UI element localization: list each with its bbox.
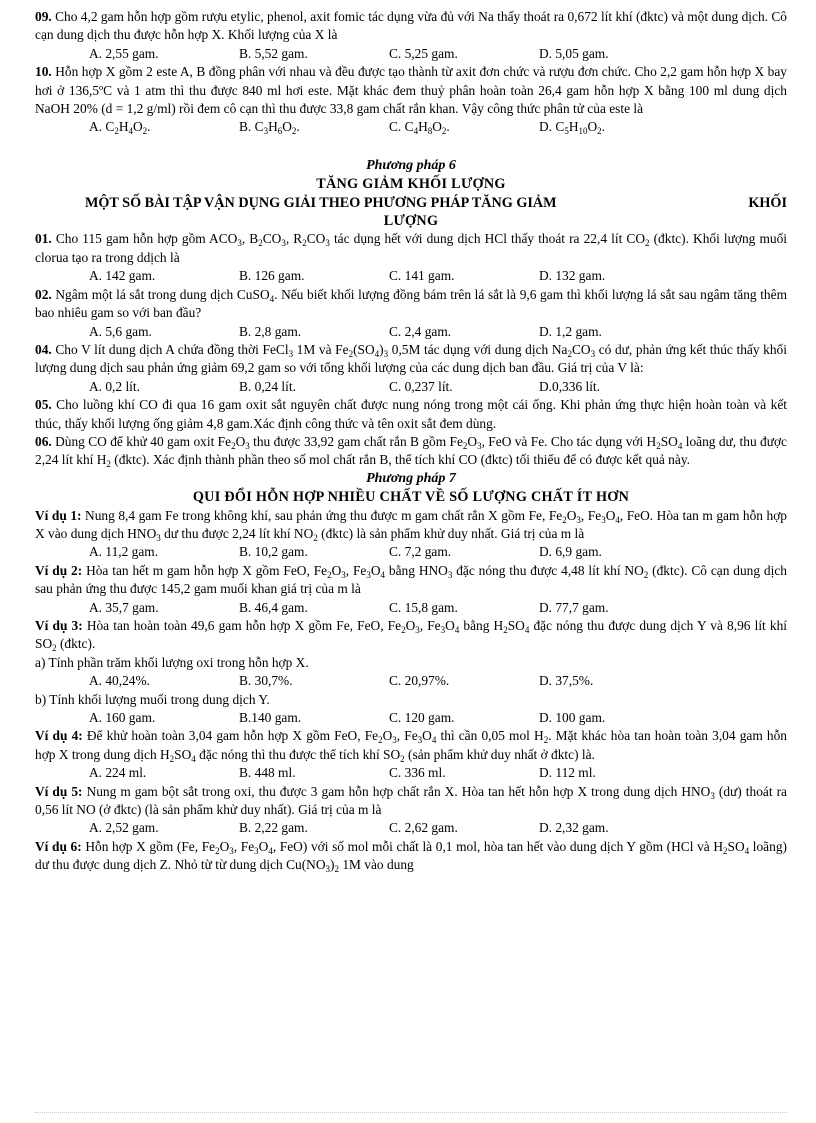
option-a: A. $C_2H_4O_2$. [89, 119, 151, 137]
option-b: B. $C_3H_6O_2$. [239, 119, 300, 137]
options-row [35, 267, 787, 285]
problem-09-options [35, 45, 787, 63]
option-b: B. 5,52 gam. [239, 45, 308, 61]
example-subquestion: b) Tính khối lượng muối trong dung dịch Y. [35, 691, 270, 707]
section6-title: TĂNG GIẢM KHỐI LƯỢNG [316, 176, 506, 193]
page-footer-divider [35, 1112, 787, 1113]
option-a: A. 35,7 gam. [89, 599, 159, 615]
document-page [35, 8, 787, 875]
option-d: D. 2,32 gam. [539, 820, 609, 836]
problem-text: Ngâm một lá sắt trong dung dịch CuSO$_4$. Nếu biết khối lượng đồng bám trên lá sắt là 9,6 gam thì khối lượng lá sắt sau ngâm tăng thêm bao nhiêu gam so với ban đầu? [35, 286, 787, 321]
problem-number: 10. [35, 64, 52, 80]
option-c: C. 0,237 lít. [389, 378, 453, 394]
option-c: C. 5,25 gam. [389, 45, 458, 61]
problem-text: Cho V lít dung dịch A chứa đồng thời FeCl$_3$ 1M và $Fe_2(SO_4)_3$ 0,5M tác dụng với dung dịch $Na_2CO_3$ có dư, phản ứng kết thúc thấy khối lượng dung dịch sau phản ứng giảm 69,2 gam so với tổng khối lượng của các dung dịch ban đầu. Giá trị của V là: [35, 341, 787, 376]
example-text: Hòa tan hết m gam hỗn hợp X gồm FeO, $Fe_2O_3$, $Fe_3O_4$ bằng $HNO_3$ đặc nóng thu được 4,48 lít khí $NO_2$ (đktc). Cô cạn dung dịch sau phản ứng thu được 145,2 gam muối khan giá trị của m là [35, 562, 787, 597]
option-d: D.0,336 lít. [539, 378, 601, 394]
option-c: C. 2,62 gam. [389, 820, 458, 836]
section6-subtitle [35, 194, 787, 212]
option-b: B. 30,7%. [239, 673, 293, 689]
problem-05 [35, 396, 787, 433]
example-subquestion: a) Tính phần trăm khối lượng oxi trong hỗn hợp X. [35, 654, 309, 670]
section6-problems [35, 230, 787, 469]
option-a: A. 160 gam. [89, 710, 156, 726]
option-a: A. 5,6 gam. [89, 323, 152, 339]
problem-number: 02. [35, 286, 52, 302]
option-d: D. 100 gam. [539, 710, 606, 726]
section7-examples [35, 507, 787, 875]
section6-method: Phương pháp 6 [366, 157, 456, 173]
problem-number: 04. [35, 341, 52, 357]
example-5 [35, 783, 787, 820]
option-d: D. 112 ml. [539, 765, 596, 781]
option-b: B. 126 gam. [239, 268, 305, 284]
option-d: D. 1,2 gam. [539, 323, 602, 339]
options-row [35, 599, 787, 617]
option-a: A. 0,2 lít. [89, 378, 140, 394]
option-d: D. 132 gam. [539, 268, 606, 284]
example-text: Nung m gam bột sắt trong oxi, thu được 3 gam hỗn hợp chất rắn X. Hòa tan hết hỗn hợp X trong dung dịch $HNO_3$ (dư) thoát ra 0,56 lít NO (ở đktc) (là sản phẩm khử duy nhất). Giá trị của m là [35, 783, 787, 818]
option-b: B. 2,8 gam. [239, 323, 302, 339]
option-c: C. 15,8 gam. [389, 599, 458, 615]
option-d: D. 77,7 gam. [539, 599, 609, 615]
example-label: Ví dụ 1: [35, 507, 82, 523]
problem-text: Cho luồng khí CO đi qua 16 gam oxit sắt nguyên chất được nung nóng trong một cái ống. Khi phản ứng thực hiện hoàn toàn và kết thúc, thấy khối lượng ống giảm 4,8 gam.Xác định công thức và tên oxit sắt đem dùng. [35, 397, 787, 431]
problem-10: 10. Hỗn hợp X gồm 2 este A, B đồng phân với nhau và đều được tạo thành từ axit đơn chức và rượu đơn chức. Cho 2,2 gam hỗn hợp X bay hơi ở 136,5ºC và 1 atm thì thu được 840 ml hơi este. Mặt khác đem thuỷ phân hoàn toàn 26,4 gam hỗn hợp X bằng 100 ml dung dịch NaOH 20% (d = 1,2 g/ml) rồi đem cô cạn thì thu được 33,8 gam chất rắn khan. Vậy công thức phân tử của este là [35, 64, 787, 117]
example-text: Hòa tan hoàn toàn 49,6 gam hỗn hợp X gồm Fe, FeO, $Fe_2O_3$, $Fe_3O_4$ bằng $H_2SO_4$ đặc nóng thu được dung dịch Y và 8,96 lít khí $SO_2$ (đktc). [35, 618, 787, 654]
option-d: D. 37,5%. [539, 673, 594, 689]
option-c: C. 7,2 gam. [389, 544, 452, 560]
section6-subtitle-end: LƯỢNG [383, 213, 439, 230]
section6-subtitle-right: KHỐI [748, 194, 787, 211]
option-b: B. 46,4 gam. [239, 599, 308, 615]
options-row [35, 709, 787, 727]
section7-title: QUI ĐỔI HỖN HỢP NHIỀU CHẤT VỀ SỐ LƯỢNG CHẤT ÍT HƠN [192, 489, 630, 506]
options-row [35, 378, 787, 396]
example-label: Ví dụ 2: [35, 562, 83, 578]
option-d: D. 5,05 gam. [539, 45, 609, 61]
example-label: Ví dụ 6: [35, 838, 82, 854]
option-c: C. 20,97%. [389, 673, 450, 689]
option-a: A. 142 gam. [89, 268, 156, 284]
option-d: D. $C_5H_{10}O_2$. [539, 119, 606, 137]
option-b: B. 0,24 lít. [239, 378, 296, 394]
options-row [35, 672, 787, 690]
option-c: C. 120 gam. [389, 710, 455, 726]
example-label: Ví dụ 5: [35, 783, 83, 799]
problem-09: 09. Cho 4,2 gam hỗn hợp gồm rượu etylic, phenol, axit fomic tác dụng vừa đủ với Na thấy thoát ra 0,672 lít khí (đktc) và một dung dịch. Cô cạn dung dịch thu được hỗn hợp X. Khối lượng của X là [35, 9, 787, 43]
example-text: Hỗn hợp X gồm (Fe, $Fe_2O_3$, $Fe_3O_4$, FeO) với số mol mỗi chất là 0,1 mol, hòa tan hết vào dung dịch Y gồm (HCl và $H_2SO_4$ loãng) dư thu được dung dịch Z. Nhỏ từ từ dung dịch $Cu(NO_3)_2$ 1M vào dung [35, 838, 787, 875]
option-d: D. 6,9 gam. [539, 544, 602, 560]
options-row [35, 543, 787, 561]
example-3 [35, 617, 787, 654]
example-1 [35, 507, 787, 544]
problem-02 [35, 286, 787, 323]
option-c: C. $C_4H_8O_2$. [389, 119, 450, 137]
option-c: C. 141 gam. [389, 268, 455, 284]
problem-number: 06. [35, 433, 52, 449]
option-a: A. 40,24%. [89, 673, 150, 689]
option-a: A. 2,52 gam. [89, 820, 159, 836]
section7-method: Phương pháp 7 [366, 470, 456, 486]
example-text: Để khử hoàn toàn 3,04 gam hỗn hợp X gồm FeO, $Fe_2O_3$, $Fe_3O_4$ thì cần 0,05 mol $H_2$. Mặt khác hòa tan hoàn toàn 3,04 gam hỗn hợp X trong dung dịch $H_2SO_4$ đặc nóng thì thu được thể tích khí $SO_2$ (sản phẩm khử duy nhất ở đktc) là. [35, 728, 787, 764]
example-4 [35, 727, 787, 764]
options-row [35, 819, 787, 837]
example-text: Nung 8,4 gam Fe trong không khí, sau phản ứng thu được m gam chất rắn X gồm Fe, $Fe_2O_3$, $Fe_3O_4$, FeO. Hòa tan m gam hỗn hợp X vào dung dịch $HNO_3$ dư thu được 2,24 lít khí $NO_2$ (đktc) là sản phẩm khử duy nhất. Giá trị của m là [35, 507, 787, 543]
options-row [35, 323, 787, 341]
option-b: B. 448 ml. [239, 765, 296, 781]
example-label: Ví dụ 4: [35, 728, 83, 744]
problem-number: 01. [35, 231, 52, 247]
option-b: B. 10,2 gam. [239, 544, 308, 560]
problem-number: 09. [35, 9, 52, 24]
option-b: B.140 gam. [239, 710, 302, 726]
option-a: A. 2,55 gam. [89, 45, 159, 61]
example-6 [35, 838, 787, 875]
example-label: Ví dụ 3: [35, 618, 83, 633]
example-2 [35, 562, 787, 599]
option-a: A. 11,2 gam. [89, 544, 159, 560]
section6-subtitle-left: MỘT SỐ BÀI TẬP VẬN DỤNG GIẢI THEO PHƯƠNG PHÁP TĂNG GIẢM [85, 194, 557, 211]
problem-01 [35, 230, 787, 267]
problem-text: Dùng CO để khử 40 gam oxit $Fe_2O_3$ thu được 33,92 gam chất rắn B gồm $Fe_2O_3$, FeO và Fe. Cho tác dụng với $H_2SO_4$ loãng dư, thu được 2,24 lít khí $H_2$ (đktc). Xác định thành phần theo số mol chất rắn B, thể tích khí CO (đktc) tối thiểu để có được kết quả này. [35, 433, 787, 470]
problem-04 [35, 341, 787, 378]
problem-text: Cho 115 gam hỗn hợp gồm $ACO_3$, $B_2CO_3$, $R_2CO_3$ tác dụng hết với dung dịch HCl thấy thoát ra 22,4 lít $CO_2$ (đktc). Khối lượng muối clorua tạo ra trong ddịch là [35, 231, 787, 265]
problem-number: 05. [35, 397, 52, 413]
problem-10-options [35, 118, 787, 136]
option-c: C. 336 ml. [389, 765, 446, 781]
problem-06 [35, 433, 787, 470]
options-row [35, 764, 787, 782]
option-a: A. 224 ml. [89, 765, 147, 781]
option-b: B. 2,22 gam. [239, 820, 308, 836]
option-c: C. 2,4 gam. [389, 323, 452, 339]
